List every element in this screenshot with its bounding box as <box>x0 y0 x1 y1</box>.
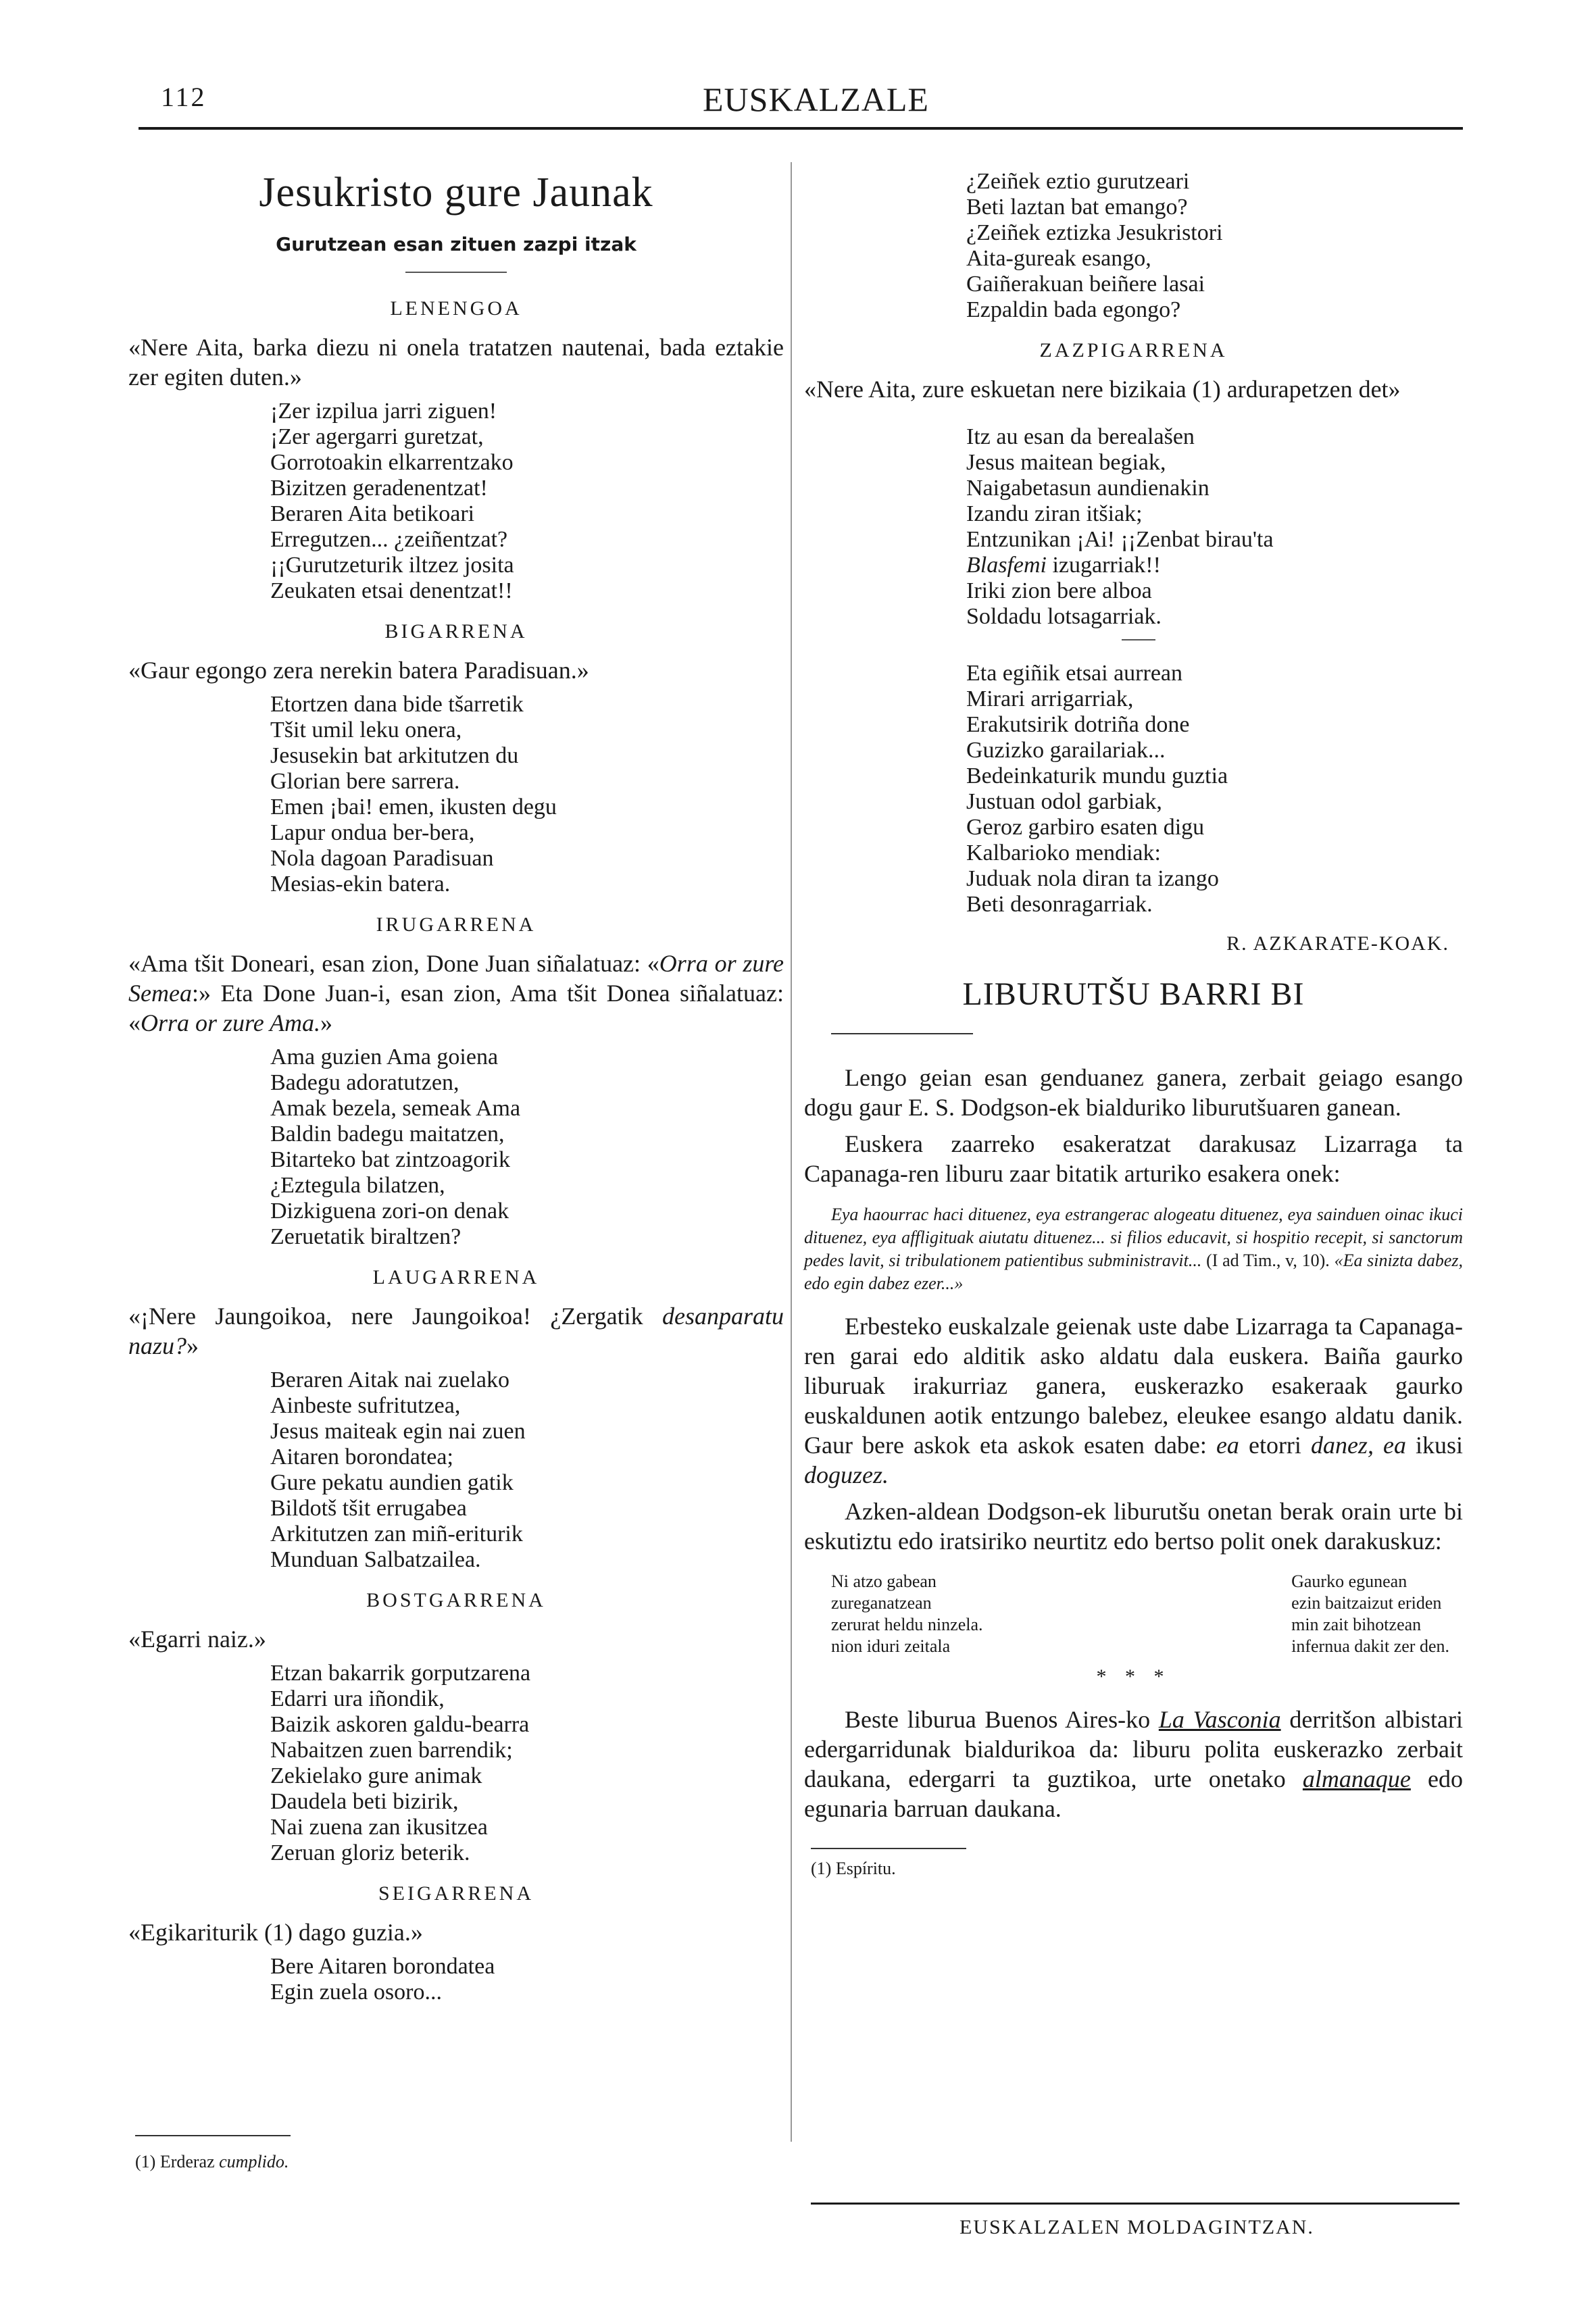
verse-line: ¿Zeiñek eztizka Jesukristori <box>966 220 1223 245</box>
verse <box>270 1045 784 1250</box>
verse-line: Amak bezela, semeak Ama <box>270 1096 521 1121</box>
section-heading: ZAZPIGARRENA <box>1039 339 1228 361</box>
printer-imprint: EUSKALZALEN MOLDAGINTZAN. <box>959 2216 1314 2238</box>
verse-line: Soldadu lotsagarriak. <box>966 604 1162 629</box>
verse-line: Aitaren borondatea; <box>270 1444 453 1469</box>
verse-line: Beraren Aita betikoari <box>270 501 475 526</box>
paragraph: Lengo geian esan genduanez ganera, zerbait geiago esango dogu gaur E. S. Dodgson-ek bialduriko liburutšuaren ganean. <box>804 1064 1463 1121</box>
verse-line: Zeruan gloriz beterik. <box>270 1840 470 1865</box>
verse-line: Baizik askoren galdu-bearra <box>270 1712 530 1737</box>
verse-line: Egin zuela osoro... <box>270 1980 442 2005</box>
verse-line: Zeukaten etsai denentzat!! <box>270 578 513 603</box>
poem-line: Gaurko egunean <box>1291 1571 1407 1591</box>
verse-line: Zekielako gure animak <box>270 1763 482 1788</box>
verse-line: Guzizko garailariak... <box>966 738 1166 763</box>
verse-line: Zeruetatik biraltzen? <box>270 1224 462 1249</box>
verse-line: Etzan bakarrik gorputzarena <box>270 1661 531 1686</box>
divider <box>831 1033 973 1034</box>
footnote: (1) Espíritu. <box>811 1859 896 1878</box>
verse-line: Glorian bere sarrera. <box>270 769 460 794</box>
quote-text: «Ama tšit Doneari, esan zion, Done Juan siñalatuaz: « <box>128 950 659 977</box>
paragraph-text: derritšon albistari edergarridunak bialdurikoa da: liburu polita euskerazko zerbait daukana, edergarri ta guztikoa, urte onetako <box>804 1706 1464 1792</box>
paragraph: Azken-aldean Dodgson-ek liburutšu onetan berak orain urte bi eskutiztu edo iratsiriko neurtitz edo bertso polit onek darakuskuz: <box>804 1498 1463 1555</box>
verse-line: Gure pekatu aundien gatik <box>270 1470 514 1495</box>
poem-line: Ni atzo gabean <box>831 1571 937 1591</box>
verse-line: Nola dagoan Paradisuan <box>270 846 494 871</box>
verse-line: Arkitutzen zan miñ-eriturik <box>270 1521 523 1546</box>
verse-line: Badegu adoratutzen, <box>270 1070 459 1095</box>
section-quote: «Egarri naiz.» <box>128 1626 266 1653</box>
paragraph-italic: La Vasconia <box>1158 1706 1281 1733</box>
verse-line: ¿Zeiñek eztio gurutzeari <box>966 169 1190 194</box>
section-quote: «Egikariturik (1) dago guzia.» <box>128 1919 423 1946</box>
verse-line: ¿Eztegula bilatzen, <box>270 1173 445 1198</box>
verse <box>966 424 1463 630</box>
verse-line: Erregutzen... ¿zeiñentzat? <box>270 527 508 552</box>
verse-line: Entzunikan ¡Ai! ¡¡Zenbat birau'ta <box>966 527 1274 552</box>
poem-line: zureganatzean <box>831 1593 932 1613</box>
page-number: 112 <box>161 82 207 112</box>
verse-line: Daudela beti bizirik, <box>270 1789 459 1814</box>
paragraph-italic: danez, ea <box>1310 1432 1406 1459</box>
verse-line: Bedeinkaturik mundu guztia <box>966 763 1228 788</box>
quote-text: » <box>320 1009 333 1036</box>
verse-line: Erakutsirik dotriña done <box>966 712 1190 737</box>
poem <box>804 1571 1463 1657</box>
paragraph-text: Erbesteko euskalzale geienak uste dabe Lizarraga ta Capanaga-ren garai edo alditik asko aldatu dala euskera. Baiña gaurko liburuak irakurriaz ganera, euskerazko esakeraak gaurko euskaldunen aotik entzungo balebez, eleukee esango aldatu danik. Gaur bere askok eta askok esaten dabe: <box>804 1313 1463 1459</box>
article-title: Jesukristo gure Jaunak <box>259 170 653 216</box>
poem-line: ezin baitzaizut eriden <box>1291 1593 1442 1613</box>
quote-italic: Orra or zure Semea <box>128 950 784 1007</box>
journal-title: EUSKALZALE <box>703 80 929 118</box>
section-heading: LAUGARRENA <box>372 1266 540 1288</box>
verse-line: Munduan Salbatzailea. <box>270 1547 481 1572</box>
paragraph-italic: doguzez. <box>804 1461 889 1488</box>
section-quote: «Nere Aita, barka diezu ni onela tratatzen nautenai, bada eztakie zer egiten duten.» <box>128 334 784 391</box>
verse-line: Nabaitzen zuen barrendik; <box>270 1738 513 1763</box>
section-heading: BIGARRENA <box>384 620 528 643</box>
signature: R. AZKARATE-KOAK. <box>1226 932 1449 955</box>
verse-line: ¡¡Gurutzeturik iltzez josita <box>270 553 514 578</box>
quote-text: «¡Nere Jaungoikoa, nere Jaungoikoa! ¿Zergatik <box>128 1303 662 1330</box>
verse-line: Eta egiñik etsai aurrean <box>966 661 1183 686</box>
paragraph-text: edo egunaria barruan daukana. <box>804 1765 1463 1822</box>
paragraph-italic: almanaque <box>1302 1765 1411 1792</box>
footnote <box>135 2152 289 2172</box>
verse-line: Etortzen dana bide tšarretik <box>270 692 524 717</box>
divider <box>405 272 507 273</box>
header-rule <box>139 127 1463 130</box>
column-divider <box>791 162 792 2142</box>
footnote-rule <box>811 1848 966 1849</box>
verse-line: Ezpaldin bada egongo? <box>966 297 1181 322</box>
poem-line: min zait bihotzean <box>1291 1615 1422 1634</box>
verse <box>270 692 784 897</box>
verse-line: Geroz garbiro esaten digu <box>966 815 1205 840</box>
verse-line: Bizitzen geradenentzat! <box>270 476 488 501</box>
section-heading: BOSTGARRENA <box>366 1589 546 1611</box>
verse <box>270 399 784 604</box>
poem-right <box>1291 1571 1449 1657</box>
footnote-text: (1) Erderaz <box>135 2152 220 2171</box>
verse <box>270 1954 784 2005</box>
verse-line: Ainbeste sufritutzea, <box>270 1393 461 1418</box>
left-column <box>128 155 784 2015</box>
poem-line: infernua dakit zer den. <box>1291 1636 1449 1656</box>
verse-line: Emen ¡bai! emen, ikusten degu <box>270 795 557 820</box>
small-quote <box>804 1203 1463 1295</box>
section-heading: SEIGARRENA <box>378 1882 534 1905</box>
verse-line: Juduak nola diran ta izango <box>966 866 1219 891</box>
verse-line: Izandu ziran itšiak; <box>966 501 1143 526</box>
section-heading: IRUGARRENA <box>376 913 537 936</box>
quote-text: (I ad Tim., v, 10). <box>1201 1251 1335 1270</box>
quote-italic: Eya haourrac haci dituenez, eya estrangerac alogeatu dituenez, eya sainduen oinac ikuci dituenez, eya affligituak aiutatu dituenez... si filios educavit, si hospitio recepit, si sanctorum pedes lavit, si tribulationem patientibus subministravit... <box>804 1205 1463 1270</box>
paragraph-text: Beste liburua Buenos Aires-ko <box>845 1706 1159 1733</box>
poem-line: zerurat heldu ninzela. <box>831 1615 983 1634</box>
verse-italic: Blasfemi <box>966 553 1047 578</box>
section-heading: LENENGOA <box>390 297 522 320</box>
quote-italic: desanparatu nazu? <box>128 1303 784 1359</box>
bottom-rule <box>811 2203 1460 2205</box>
verse-line: Mirari arrigarriak, <box>966 686 1134 711</box>
verse <box>270 1661 784 1866</box>
verse-line: Nai zuena zan ikusitzea <box>270 1815 488 1840</box>
verse-line: Bere Aitaren borondatea <box>270 1954 495 1979</box>
paragraph <box>804 1705 1463 1823</box>
verse-line: Lapur ondua ber-bera, <box>270 820 475 845</box>
verse-line: Gaiñerakuan beiñere lasai <box>966 272 1205 297</box>
verse-line: Bitarteko bat zintzoagorik <box>270 1147 510 1172</box>
paragraph: Euskera zaarreko esakeratzat darakusaz Lizarraga ta Capanaga-ren liburu zaar bitatik arturiko esakera onek: <box>804 1130 1463 1187</box>
asterism: * * * <box>1096 1665 1171 1688</box>
verse-line: Naigabetasun aundienakin <box>966 476 1210 501</box>
verse-line: Gorrotoakin elkarrentzako <box>270 450 514 475</box>
verse-line: Justuan odol garbiak, <box>966 789 1162 814</box>
verse-line: Beti laztan bat emango? <box>966 195 1188 220</box>
poem-left <box>831 1571 983 1657</box>
verse-line: Beti desonragarriak. <box>966 892 1153 917</box>
section-quote <box>128 1301 784 1361</box>
section-quote: «Nere Aita, zure eskuetan nere bizikaia (1) ardurapetzen det» <box>804 376 1401 403</box>
section-quote <box>128 949 784 1038</box>
verse-line: Bildotš tšit errugabea <box>270 1496 467 1521</box>
paragraph-italic: ea <box>1216 1432 1239 1459</box>
paragraph-text: etorri <box>1239 1432 1311 1459</box>
section-quote: «Gaur egongo zera nerekin batera Paradisuan.» <box>128 657 589 684</box>
verse <box>270 1367 784 1573</box>
verse-line: Edarri ura iñondik, <box>270 1686 445 1711</box>
paragraph <box>804 1311 1463 1490</box>
right-column <box>804 155 1463 1879</box>
quote-text: :» Eta Done Juan-i, esan zion, Ama tšit Donea siñalatuaz: « <box>128 980 784 1036</box>
quote-italic: «Ea sinizta dabez, edo egin dabez ezer...» <box>804 1251 1463 1293</box>
verse-line: Jesusekin bat arkitutzen du <box>270 743 519 768</box>
verse-line: Ama guzien Ama goiena <box>270 1045 499 1070</box>
verse-line: ¡Zer agergarri guretzat, <box>270 424 484 449</box>
verse-line: Tšit umil leku onera, <box>270 718 462 743</box>
footnote-italic: cumplido. <box>219 2152 289 2171</box>
poem-line: nion iduri zeitala <box>831 1636 951 1656</box>
footnote-rule <box>135 2135 291 2136</box>
verse-line: ¡Zer izpilua jarri ziguen! <box>270 399 497 424</box>
verse-line: Itz au esan da berealašen <box>966 424 1195 449</box>
quote-italic: Orra or zure Ama. <box>141 1009 321 1036</box>
verse-line: Kalbarioko mendiak: <box>966 840 1161 865</box>
article-subtitle: Gurutzean esan zituen zazpi itzak <box>276 233 637 255</box>
verse-line: Beraren Aitak nai zuelako <box>270 1367 510 1392</box>
paragraph-text: ikusi <box>1405 1432 1463 1459</box>
verse-line: Iriki zion bere alboa <box>966 578 1152 603</box>
verse-line: Aita-gureak esango, <box>966 246 1151 271</box>
verse <box>966 661 1463 917</box>
verse-line: Jesus maiteak egin nai zuen <box>270 1419 526 1444</box>
divider <box>1122 639 1155 640</box>
quote-text: » <box>186 1332 199 1359</box>
verse-line: Mesias-ekin batera. <box>270 872 451 897</box>
verse-line <box>966 553 1463 578</box>
verse-text: izugarriak!! <box>1046 553 1161 578</box>
verse <box>966 169 1463 323</box>
verse-line: Baldin badegu maitatzen, <box>270 1122 505 1147</box>
verse-line: Dizkiguena zori-on denak <box>270 1199 509 1224</box>
article-title: LIBURUTŠU BARRI BI <box>962 976 1305 1012</box>
verse-line: Jesus maitean begiak, <box>966 450 1166 475</box>
